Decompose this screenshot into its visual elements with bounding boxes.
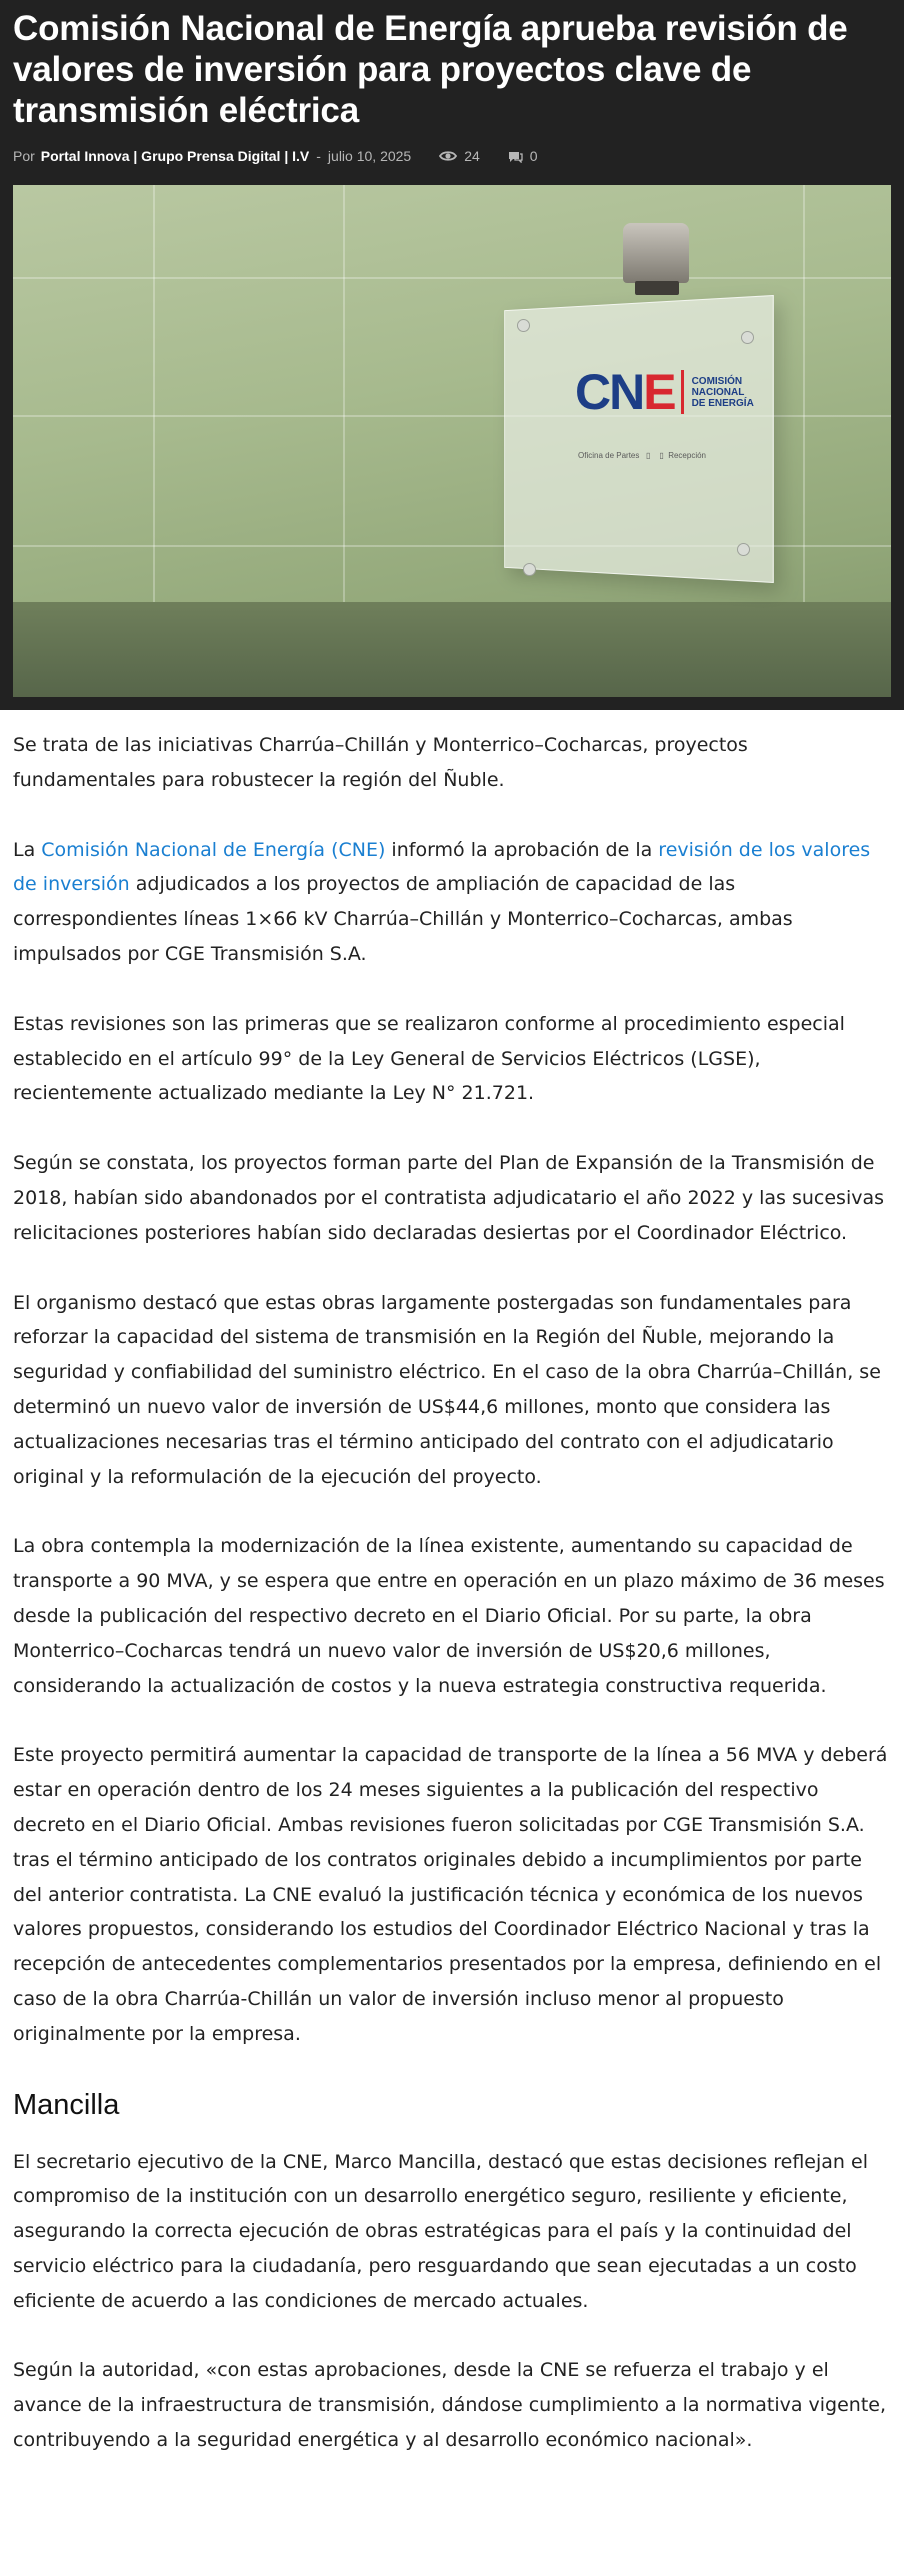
comments-value: 0 <box>529 148 538 164</box>
article-title: Comisión Nacional de Energía aprueba revisión de valores de inversión para proyectos clave de transmisión eléctrica <box>13 9 848 130</box>
comments-count[interactable] <box>508 148 538 164</box>
paragraph-2-text-c: adjudicados a los proyectos de ampliación de capacidad de las correspondientes líneas 1×66 kV Charrúa–Chillán y Monterrico–Cocharcas, ambas impulsados por CGE Transmisión S.A. <box>13 873 793 965</box>
eye-icon <box>439 150 457 162</box>
logo-letters: CN <box>575 364 644 420</box>
paragraph-8: El secretario ejecutivo de la CNE, Marco Mancilla, destacó que estas decisiones reflejan el compromiso de la institución con un desarrollo energético seguro, resiliente y eficiente, asegurando la correcta ejecución de obras estratégicas para el país y la continuidad del servicio eléctrico para la ciudadanía, pero resguardando que sean ejecutadas a un costo eficiente de acuerdo a las condiciones de mercado actuales. <box>13 2150 868 2312</box>
views-count <box>439 148 480 164</box>
paragraph-9: Según la autoridad, «con estas aprobaciones, desde la CNE se refuerza el trabajo y el avance de la infraestructura de transmisión, dándose cumplimiento a la normativa vigente, contribuyendo a la seguridad energética y al desarrollo económico nacional». <box>13 2359 887 2452</box>
by-label: Por <box>13 148 35 164</box>
featured-image <box>13 185 891 697</box>
cne-link[interactable]: Comisión Nacional de Energía (CNE) <box>41 838 386 861</box>
plaque-directions: Oficina de Partes ▯ ▯ Recepción <box>578 451 706 460</box>
wall-lamp <box>623 223 689 283</box>
logo-line-2: NACIONAL <box>691 386 745 398</box>
article-meta <box>13 145 891 167</box>
meta-separator: - <box>316 148 321 164</box>
paragraph-3: Estas revisiones son las primeras que se realizaron conforme al procedimiento especial establecido en el artículo 99° de la Ley General de Servicios Eléctricos (LGSE), recientemente actualizado mediante la Ley N° 21.721. <box>13 1012 845 1105</box>
paragraph-5: El organismo destacó que estas obras largamente postergadas son fundamentales para reforzar la capacidad del sistema de transmisión en la Región del Ñuble, mejorando la seguridad y confiabilidad del suministro eléctrico. En el caso de la obra Charrúa–Chillán, se determinó un nuevo valor de inversión de US$44,6 millones, monto que considera las actualizaciones necesarias tras el término anticipado del contrato con el adjudicatario original y la reformulación de la ejecución del proyecto. <box>13 1291 881 1488</box>
paragraph-6: La obra contempla la modernización de la línea existente, aumentando su capacidad de transporte a 90 MVA, y se espera que entre en operación en un plazo máximo de 36 meses desde la publicación del respectivo decreto en el Diario Oficial. Por su parte, la obra Monterrico–Cocharcas tendrá un nuevo valor de inversión de US$20,6 millones, considerando la actualización de costos y la nueva estrategia constructiva requerida. <box>13 1535 885 1697</box>
paragraph-7: Este proyecto permitirá aumentar la capacidad de transporte de la línea a 56 MVA y deberá estar en operación dentro de los 24 meses siguientes a la publicación del respectivo decreto en el Diario Oficial. Ambas revisiones fueron solicitadas por CGE Transmisión S.A. tras el término anticipado de los contratos originales debido a incumplimientos por parte del anterior contratista. La CNE evaluó la justificación técnica y económica de los nuevos valores propuestos, considerando los estudios del Coordinador Eléctrico Nacional y tras la recepción de antecedentes complementarios presentados por la empresa, definiendo en el caso de la obra Charrúa-Chillán un valor de inversión incluso menor al propuesto originalmente por la empresa. <box>13 1744 888 2045</box>
paragraph-4: Según se constata, los proyectos forman parte del Plan de Expansión de la Transmisión de 2018, habían sido abandonados por el contratista adjudicatario el año 2022 y las sucesivas relicitaciones posteriores habían sido declaradas desiertas por el Coordinador Eléctrico. <box>13 1152 885 1244</box>
cne-plaque <box>504 295 774 583</box>
paragraph-2 <box>13 833 891 972</box>
article-body <box>0 710 904 2458</box>
paragraph-1: Se trata de las iniciativas Charrúa–Chillán y Monterrico–Cocharcas, proyectos fundamentales para robustecer la región del Ñuble. <box>13 734 748 791</box>
logo-letter-e: E <box>643 364 675 420</box>
author-link[interactable]: Portal Innova | Grupo Prensa Digital | I.V <box>40 148 310 164</box>
views-value: 24 <box>464 148 480 164</box>
paragraph-2-text-a: La <box>13 838 42 861</box>
logo-line-1: COMISIÓN <box>691 375 743 387</box>
cne-logo <box>575 363 754 421</box>
publish-date: julio 10, 2025 <box>327 148 412 164</box>
paragraph-2-text-b: informó la aprobación de la <box>385 838 659 861</box>
investment-review-link[interactable]: revisión de los valores de inversión <box>13 838 871 896</box>
plaque-right-label: Recepción <box>668 451 706 460</box>
section-heading: Mancilla <box>13 2088 120 2121</box>
comment-icon <box>508 150 523 163</box>
plaque-left-label: Oficina de Partes <box>578 451 640 460</box>
article-header <box>0 0 904 710</box>
logo-line-3: DE ENERGÍA <box>691 397 754 409</box>
